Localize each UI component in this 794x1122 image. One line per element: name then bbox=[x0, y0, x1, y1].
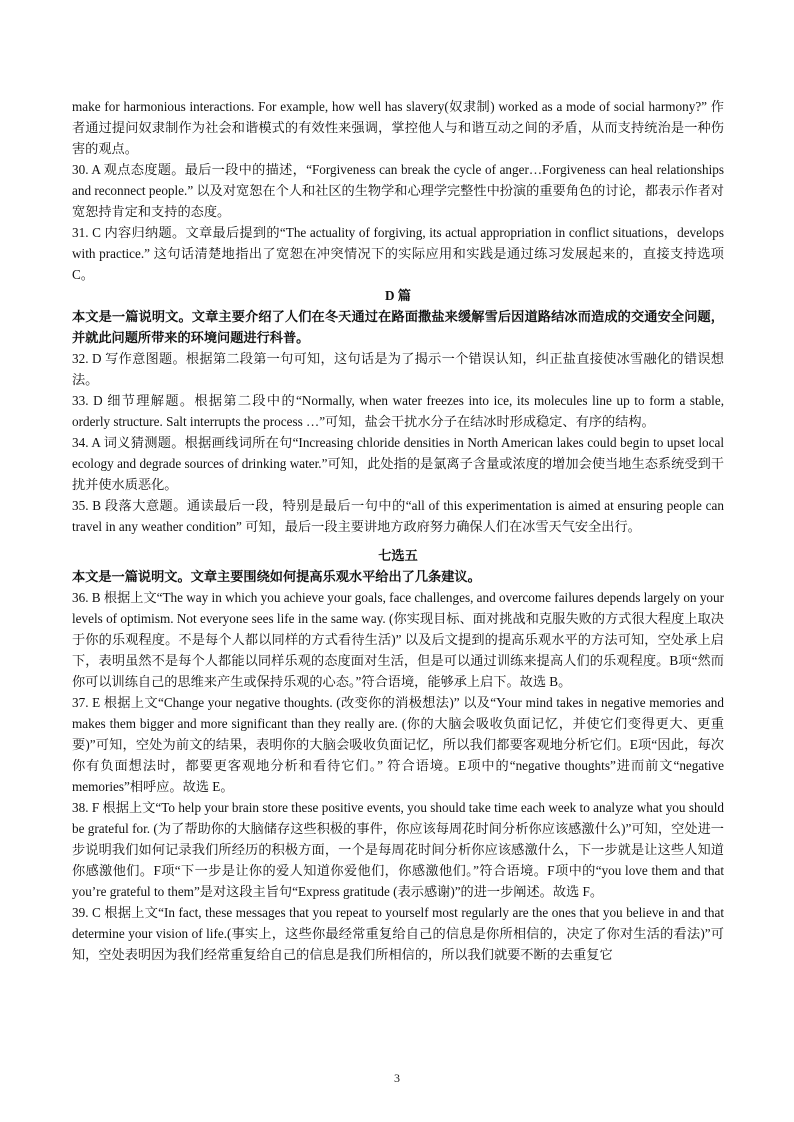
section-seven-intro: 本文是一篇说明文。文章主要围绕如何提高乐观水平给出了几条建议。 bbox=[72, 569, 481, 584]
document-page bbox=[72, 96, 724, 965]
answer-38: 38. F 根据上文“To help your brain store these positive events, you should take time each week to analyze what you should be grateful for. (为了帮助你的大脑储存这些积极的事件，你应该每周花时间分析你应该感激什么)”可知，空处进一步说明我们如何记录我们所经历的积极方面，一个是每周花时间分析你应该感激什么，下一步就是让这些人知道你感激他们。F项“下一步是让你的爱人知道你爱他们，你感激他们。”符合语境。F项中的“you love them and that you’re grateful to them”是对这段主旨句“Express gratitude (表示感谢)”的进一步阐述。故选 F。 bbox=[72, 800, 724, 899]
answer-33: 33. D 细节理解题。根据第二段中的“Normally, when water freezes into ice, its molecules line up to form a stable, orderly structure. Salt interrupts the process …”可知，盐会干扰水分子在结冰时形成稳定、有序的结构。 bbox=[72, 393, 724, 429]
section-d-intro: 本文是一篇说明文。文章主要介绍了人们在冬天通过在路面撒盐来缓解雪后因道路结冰而造成的交通安全问题，并就此问题所带来的环境问题进行科普。 bbox=[72, 309, 724, 345]
answer-34: 34. A 词义猜测题。根据画线词所在句“Increasing chloride densities in North American lakes could begin to upset local ecology and degrade sources of drinking water.”可知，此处指的是氯离子含量或浓度的增加会使当地生态系统受到干扰并使水质恶化。 bbox=[72, 435, 724, 492]
paragraph: make for harmonious interactions. For example, how well has slavery(奴隶制) worked as a mode of social harmony?” 作者通过提问奴隶制作为社会和谐模式的有效性来强调，掌控他人与和谐互动之间的矛盾，从而支持统治是一种伤害的观点。 bbox=[72, 99, 724, 156]
answer-39: 39. C 根据上文“In fact, these messages that you repeat to yourself most regularly are the ones that you believe in and that determine your vision of life.(事实上，这些你最经常重复给自己的信息是你所相信的，决定了你对生活的看法)”可知，空处表明因为我们经常重复给自己的信息是我们所相信的，所以我们就要不断的去重复它 bbox=[72, 905, 724, 962]
answer-32: 32. D 写作意图题。根据第二段第一句可知，这句话是为了揭示一个错误认知，纠正盐直接使冰雪融化的错误想法。 bbox=[72, 351, 724, 387]
answer-37: 37. E 根据上文“Change your negative thoughts. (改变你的消极想法)” 以及“Your mind takes in negative memories and makes them bigger and more significant than they really are. (你的大脑会吸收负面记忆，并使它们变得更大、更重要)”可知，空处为前文的结果，表明你的大脑会吸收负面记忆，所以我们都要客观地分析它们。E项“因此，每次你有负面想法时，都要更客观地分析和看待它们。” 符合语境。E项中的“negative thoughts”进而前文“negative memories”相呼应。故选 E。 bbox=[72, 695, 724, 794]
answer-30: 30. A 观点态度题。最后一段中的描述，“Forgiveness can break the cycle of anger…Forgiveness can heal relationships and reconnect people.” 以及对宽恕在个人和社区的生物学和心理学完整性中扮演的重要角色的讨论，都表示作者对宽恕持肯定和支持的态度。 bbox=[72, 162, 724, 219]
answer-35: 35. B 段落大意题。通读最后一段，特别是最后一句中的“all of this experimentation is aimed at ensuring people can travel in any weather condition” 可知，最后一段主要讲地方政府努力确保人们在冰雪天气安全出行。 bbox=[72, 498, 724, 534]
answer-31: 31. C 内容归纳题。文章最后提到的“The actuality of forgiving, its actual appropriation in conflict situations，develops with practice.” 这句话清楚地指出了宽恕在冲突情况下的实际应用和实践是通过练习发展起来的，直接支持选项C。 bbox=[72, 225, 724, 282]
page-number: 3 bbox=[394, 1071, 400, 1085]
answer-36: 36. B 根据上文“The way in which you achieve your goals, face challenges, and overcome failures depends largely on your levels of optimism. Not everyone sees life in the same way. (你实现目标、面对挑战和克服失败的方式很大程度上取决于你的乐观程度。不是每个人都以同样的方式看待生活)” 以及后文提到的提高乐观水平的方法可知，空处承上启下，表明虽然不是每个人都能以同样乐观的态度面对生活，但是可以通过训练来提高人们的乐观程度。B项“然而你可以训练自己的思维来产生或保持乐观的心态。”符合语境，能够承上启下。故选 B。 bbox=[72, 590, 724, 689]
section-d-heading: D 篇 bbox=[384, 288, 411, 303]
section-seven-heading: 七选五 bbox=[378, 548, 418, 563]
